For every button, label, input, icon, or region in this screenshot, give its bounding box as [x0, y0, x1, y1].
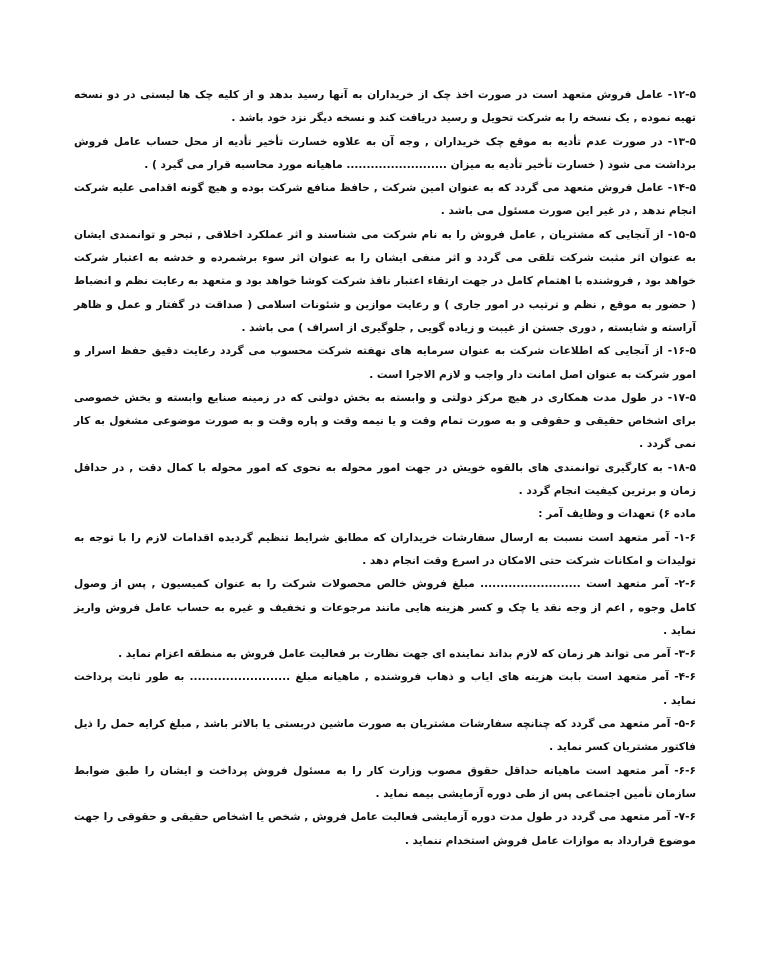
clause-6-4: ۴-۶- آمر متعهد است بابت هزینه های ایاب و ذهاب فروشنده , ماهیانه مبلغ ......................... به طور ثابت پرداخت نماید .	[74, 671, 696, 707]
clause-5-12: ۱۲-۵- عامل فروش متعهد است در صورت اخذ چک از خریداران به آنها رسید بدهد و از کلیه چک ها لیستی در دو نسخه تهیه نموده , یک نسخه را به شرکت تحویل و رسید دریافت کند و نسخه دیگر نزد خود باشد .	[74, 89, 696, 125]
clause-5-16: ۱۶-۵- از آنجایی که اطلاعات شرکت به عنوان سرمایه های نهفته شرکت محسوب می گردد رعایت دقیق حفظ اسرار و امور شرکت به عنوان اصل امانت دار واجب و لازم الاجرا است .	[74, 345, 696, 381]
clause-6-3: ۳-۶- آمر می تواند هر زمان که لازم بداند نماینده ای جهت نظارت بر فعالیت عامل فروش به منطقه اعزام نماید .	[118, 648, 696, 661]
clause-5-14: ۱۴-۵- عامل فروش متعهد می گردد که به عنوان امین شرکت , حافظ منافع شرکت بوده و هیچ گونه اقدامی علیه شرکت انجام ندهد , در غیر این صورت مسئول می باشد .	[74, 182, 696, 218]
clause-5-18: ۱۸-۵- به کارگیری توانمندی های بالقوه خویش در جهت امور محوله به نحوی که امور محوله با کمال دقت , در حداقل زمان و برترین کیفیت انجام گردد .	[74, 461, 696, 498]
clause-6-5: ۵-۶- آمر متعهد می گردد که چنانچه سفارشات مشتریان به صورت ماشین دربستی یا بالاتر باشد , مبلغ کرایه حمل را ذیل فاکتور مشتریان کسر نماید .	[74, 718, 696, 754]
clause-5-15: ۱۵-۵- از آنجایی که مشتریان , عامل فروش را به نام شرکت می شناسند و اثر عملکرد اخلاقی , تبحر و توانمندی ایشان به عنوان اثر مثبت شرکت تلقی می گردد و اثر منفی ایشان را به عنوان اثر سوء برشمرده و خدشه به اعتبار شرکت خواهد بود , فروشنده با اهتمام کامل در جهت ارتقاء اعتبار نافذ شرکت کوشا خواهد بود و متعهد به رعایت نظم و انضباط ( حضور به موقع , نظم و ترتیب در امور جاری ) و رعایت موازین و شئونات اسلامی ( صداقت در گفتار و عمل و ظاهر آراسته و شایسته , دوری جستن از غیبت و زیاده گویی , جلوگیری از اسراف ) می باشد .	[74, 228, 696, 334]
clause-5-13: ۱۳-۵- در صورت عدم تأدیه به موقع چک خریداران , وجه آن به علاوه خسارت تأخیر تأدیه از محل حساب عامل فروش برداشت می شود ( خسارت تأخیر تأدیه به میزان ......................... ماهیانه مورد محاسبه قرار می گیرد ) .	[74, 135, 696, 171]
clause-6-6: ۶-۶- آمر متعهد است ماهیانه حداقل حقوق مصوب وزارت کار را به مسئول فروش پرداخت و ایشان را طبق ضوابط سازمان تأمین اجتماعی پس از طی دوره آزمایشی بیمه نماید .	[74, 764, 696, 800]
clause-6-7: ۷-۶- آمر متعهد می گردد در طول مدت دوره آزمایشی فعالیت عامل فروش , شخص یا اشخاص حقیقی و حقوقی را جهت موضوع قرارداد به موازات عامل فروش استخدام ننماید .	[74, 811, 696, 847]
section-6-title: ماده ۶) تعهدات و وظایف آمر :	[538, 508, 696, 521]
clause-6-1: ۱-۶- آمر متعهد است نسبت به ارسال سفارشات خریداران که مطابق شرایط تنظیم گردیده اقدامات لازم را با توجه به تولیدات و امکانات شرکت حتی الامکان در اسرع وقت انجام دهد .	[74, 531, 696, 567]
clause-6-2: ۲-۶- آمر متعهد است ......................... مبلغ فروش خالص محصولات شرکت را به عنوان کمیسیون , پس از وصول کامل وجوه , اعم از وجه نقد یا چک و کسر هزینه هایی مانند مرجوعات و تخفیف و غیره به حساب عامل فروش واریز نماید .	[74, 578, 696, 637]
contract-page	[74, 84, 696, 853]
clause-5-17: ۱۷-۵- در طول مدت همکاری در هیچ مرکز دولتی و وابسته به بخش دولتی که در زمینه صنایع وابسته و بخش خصوصی برای اشخاص حقیقی و حقوقی و به صورت تمام وقت و یا نیمه وقت و پاره وقت و به صورت موضوعی مشغول به کار نمی گردد .	[74, 391, 696, 451]
